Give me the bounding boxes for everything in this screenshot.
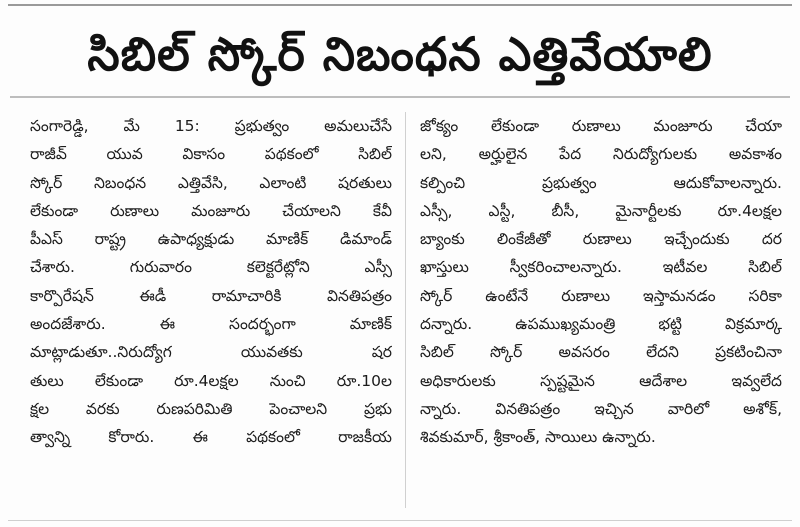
article-column-left [30, 112, 392, 452]
article-column-right [420, 112, 782, 452]
bottom-rule [8, 520, 792, 521]
text-line: చేశారు. గురువారం కలెక్టరేట్లోని ఎస్సీ [30, 258, 392, 277]
text-line: కల్పించి ప్రభుత్వం ఆదుకోవాలన్నారు. [420, 173, 782, 192]
text-line: సిబిల్ స్కోర్ అవసరం లేదని ప్రకటించినా [420, 343, 782, 362]
text-line: పీఎస్ రాష్ట్ర ఉపాధ్యక్షుడు మాణిక్ డిమాండ్ [30, 230, 392, 249]
text-line: త్వాన్ని కోరారు. ఈ పథకంలో రాజకీయ [30, 428, 392, 447]
text-line: స్కోర్ నిబంధన ఎత్తివేసి, ఎలాంటి షరతులు [30, 173, 392, 192]
text-line: రాజీవ్ యువ వికాసం పథకంలో సిబిల్ [30, 145, 392, 164]
text-line: శివకుమార్, శ్రీకాంత్, సాయిలు ఉన్నారు. [420, 428, 656, 447]
text-line: మాట్లాడుతూ..నిరుద్యోగ యువతకు షర [30, 343, 392, 362]
text-line: ఖాస్తులు స్వీకరించాలన్నారు. ఇటీవల సిబిల్ [420, 258, 782, 277]
text-line: స్కోర్ ఉంటేనే రుణాలు ఇస్తామనడం సరికా [420, 286, 782, 305]
text-line: క్షల వరకు రుణపరిమితి పెంచాలని ప్రభు [30, 399, 392, 418]
text-line: అధికారులకు స్పష్టమైన ఆదేశాల ఇవ్వలేద [420, 371, 782, 390]
headline-divider [10, 96, 790, 98]
text-line: లేకుండా రుణాలు మంజూరు చేయాలని కేవీ [30, 201, 392, 220]
text-line: న్నారు. వినతిపత్రం ఇచ్చిన వారిలో అశోక్, [420, 399, 782, 418]
text-line: లని, అర్హులైన పేద నిరుద్యోగులకు అవకాశం [420, 145, 782, 164]
column-divider [405, 112, 406, 508]
text-line: ఎస్సీ, ఎస్టీ, బీసీ, మైనార్టీలకు రూ.4లక్షల [420, 201, 782, 220]
text-line: అందజేశారు. ఈ సందర్భంగా మాణిక్ [30, 315, 392, 334]
article-headline: సిబిల్ స్కోర్ నిబంధన ఎత్తివేయాలి [87, 27, 713, 81]
text-line: జోక్యం లేకుండా రుణాలు మంజూరు చేయా [420, 117, 782, 135]
top-rule [8, 4, 792, 6]
text-line: దన్నారు. ఉపముఖ్యమంత్రి భట్టి విక్రమార్క [420, 315, 782, 334]
text-line: తులు లేకుండా రూ.4లక్షల నుంచి రూ.10ల [30, 371, 392, 390]
text-line: సంగారెడ్డి, మే 15: ప్రభుత్వం అమలుచేసే [30, 117, 392, 135]
text-line: కార్పొరేషన్ ఈడీ రామాచారికి వినతిపత్రం [30, 286, 392, 305]
text-line: బ్యాంకు లింకేజీతో రుణాలు ఇచ్చేందుకు దర [420, 230, 782, 249]
